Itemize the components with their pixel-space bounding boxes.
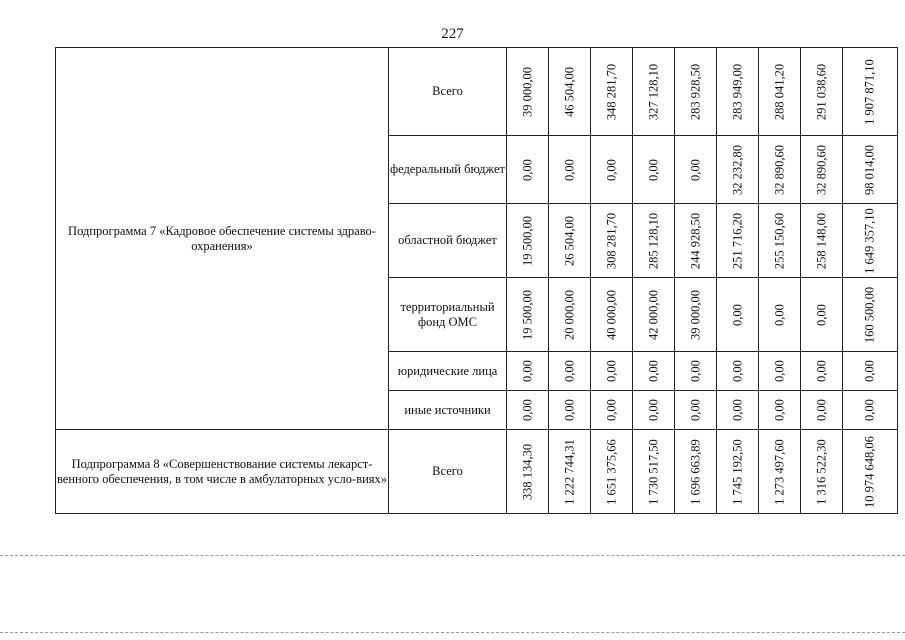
amount-cell [759, 278, 801, 352]
amount-value: 0,00 [814, 399, 828, 421]
amount-cell [675, 352, 717, 391]
amount-cell [801, 430, 843, 514]
amount-value: 39 000,00 [520, 66, 534, 117]
amount-cell [549, 430, 591, 514]
amount-cell [843, 391, 898, 430]
amount-value: 338 134,30 [520, 443, 534, 500]
amount-cell [507, 391, 549, 430]
amount-value: 244 928,50 [688, 212, 702, 269]
amount-value: 0,00 [604, 158, 618, 181]
amount-value: 40 000,00 [604, 289, 618, 340]
amount-value: 1 730 517,50 [646, 438, 660, 505]
amount-cell [549, 136, 591, 204]
amount-cell [843, 48, 898, 136]
amount-value: 20 000,00 [562, 289, 576, 340]
amount-cell [759, 430, 801, 514]
amount-cell [759, 136, 801, 204]
amount-cell [507, 136, 549, 204]
amount-cell [633, 136, 675, 204]
amount-value: 160 500,00 [862, 286, 877, 343]
amount-value: 0,00 [814, 303, 828, 326]
amount-value: 98 014,00 [862, 144, 877, 195]
subprogram-name-cell: Подпрограмма 7 «Кадровое обеспечение системы здраво-охранения» [56, 48, 389, 430]
amount-cell [633, 48, 675, 136]
amount-cell [717, 136, 759, 204]
page-edge-line [0, 632, 905, 633]
amount-value: 1 745 192,50 [730, 438, 744, 505]
amount-value: 0,00 [730, 399, 744, 421]
amount-cell [717, 278, 759, 352]
amount-cell [843, 136, 898, 204]
amount-cell [843, 352, 898, 391]
amount-value: 19 500,00 [520, 215, 534, 266]
amount-value: 42 000,00 [646, 289, 660, 340]
amount-value: 1 222 744,31 [562, 438, 576, 505]
amount-cell [801, 278, 843, 352]
amount-cell [633, 278, 675, 352]
amount-cell [717, 352, 759, 391]
amount-value: 26 504,00 [562, 215, 576, 266]
amount-cell [675, 430, 717, 514]
funding-source-cell: Всего [389, 430, 507, 514]
amount-value: 0,00 [730, 303, 744, 326]
amount-cell [717, 391, 759, 430]
amount-value: 0,00 [646, 158, 660, 181]
amount-cell [633, 352, 675, 391]
amount-value: 308 281,70 [604, 212, 618, 269]
amount-value: 46 504,00 [562, 66, 576, 117]
amount-value: 327 128,10 [646, 63, 660, 120]
amount-cell [759, 204, 801, 278]
amount-cell [843, 204, 898, 278]
amount-value: 0,00 [688, 158, 702, 181]
funding-source-cell: юридические лица [389, 352, 507, 391]
budget-table [55, 47, 898, 514]
amount-value: 258 148,00 [814, 212, 828, 269]
table-row [56, 48, 898, 136]
amount-cell [801, 136, 843, 204]
amount-cell [801, 48, 843, 136]
funding-source-cell: Всего [389, 48, 507, 136]
amount-value: 0,00 [688, 399, 702, 421]
funding-source-cell: федеральный бюджет [389, 136, 507, 204]
amount-value: 283 949,00 [730, 63, 744, 120]
amount-value: 0,00 [772, 360, 786, 382]
amount-value: 285 128,10 [646, 212, 660, 269]
amount-value: 291 038,60 [814, 63, 828, 120]
amount-cell [507, 352, 549, 391]
amount-cell [717, 48, 759, 136]
amount-cell [507, 204, 549, 278]
amount-cell [591, 391, 633, 430]
amount-value: 0,00 [604, 399, 618, 421]
amount-value: 1 696 663,89 [688, 438, 702, 505]
amount-value: 1 649 357,10 [862, 207, 877, 274]
amount-value: 283 928,50 [688, 63, 702, 120]
amount-cell [507, 430, 549, 514]
funding-source-cell: иные источники [389, 391, 507, 430]
amount-value: 0,00 [562, 360, 576, 382]
amount-cell [549, 48, 591, 136]
amount-value: 0,00 [646, 399, 660, 421]
amount-cell [675, 48, 717, 136]
amount-cell [717, 204, 759, 278]
amount-value: 0,00 [688, 360, 702, 382]
amount-value: 0,00 [730, 360, 744, 382]
amount-cell [759, 352, 801, 391]
amount-cell [675, 278, 717, 352]
table-row [56, 430, 898, 514]
amount-cell [591, 352, 633, 391]
amount-cell [801, 352, 843, 391]
amount-cell [507, 278, 549, 352]
amount-value: 1 651 375,66 [604, 438, 618, 505]
amount-value: 0,00 [562, 399, 576, 421]
amount-cell [633, 430, 675, 514]
subprogram-name-cell: Подпрограмма 8 «Совершенствование системы лекарст-венного обеспечения, в том числе в амбулаторных усло-виях» [56, 430, 389, 514]
amount-value: 0,00 [604, 360, 618, 382]
page-edge-line [0, 555, 905, 556]
amount-value: 251 716,20 [730, 212, 744, 269]
amount-cell [507, 48, 549, 136]
amount-cell [801, 391, 843, 430]
funding-source-cell: территориальный фонд ОМС [389, 278, 507, 352]
amount-cell [591, 204, 633, 278]
amount-cell [633, 204, 675, 278]
amount-cell [675, 391, 717, 430]
amount-cell [549, 204, 591, 278]
amount-cell [633, 391, 675, 430]
amount-value: 1 907 871,10 [862, 58, 877, 125]
amount-cell [591, 278, 633, 352]
amount-cell [549, 278, 591, 352]
amount-cell [549, 391, 591, 430]
amount-cell [801, 204, 843, 278]
amount-cell [675, 204, 717, 278]
amount-value: 32 890,60 [814, 144, 828, 195]
amount-cell [759, 391, 801, 430]
amount-cell [591, 136, 633, 204]
amount-cell [591, 48, 633, 136]
amount-cell [843, 430, 898, 514]
amount-value: 1 316 522,30 [814, 438, 828, 505]
amount-value: 288 041,20 [772, 63, 786, 120]
amount-cell [843, 278, 898, 352]
amount-value: 1 273 497,60 [772, 438, 786, 505]
amount-value: 19 500,00 [520, 289, 534, 340]
amount-value: 32 890,60 [772, 144, 786, 195]
amount-value: 0,00 [520, 158, 534, 181]
amount-value: 32 232,80 [730, 144, 744, 195]
amount-cell [591, 430, 633, 514]
amount-value: 0,00 [520, 399, 534, 421]
amount-cell [549, 352, 591, 391]
amount-value: 0,00 [772, 303, 786, 326]
amount-value: 348 281,70 [604, 63, 618, 120]
page-number: 227 [441, 26, 464, 42]
amount-cell [675, 136, 717, 204]
amount-value: 10 974 648,06 [862, 435, 877, 508]
amount-value: 0,00 [862, 399, 877, 421]
amount-cell [759, 48, 801, 136]
amount-value: 0,00 [646, 360, 660, 382]
amount-cell [717, 430, 759, 514]
amount-value: 39 000,00 [688, 289, 702, 340]
amount-value: 0,00 [520, 360, 534, 382]
amount-value: 0,00 [862, 360, 877, 382]
amount-value: 0,00 [772, 399, 786, 421]
amount-value: 0,00 [814, 360, 828, 382]
amount-value: 255 150,60 [772, 212, 786, 269]
amount-value: 0,00 [562, 158, 576, 181]
funding-source-cell: областной бюджет [389, 204, 507, 278]
